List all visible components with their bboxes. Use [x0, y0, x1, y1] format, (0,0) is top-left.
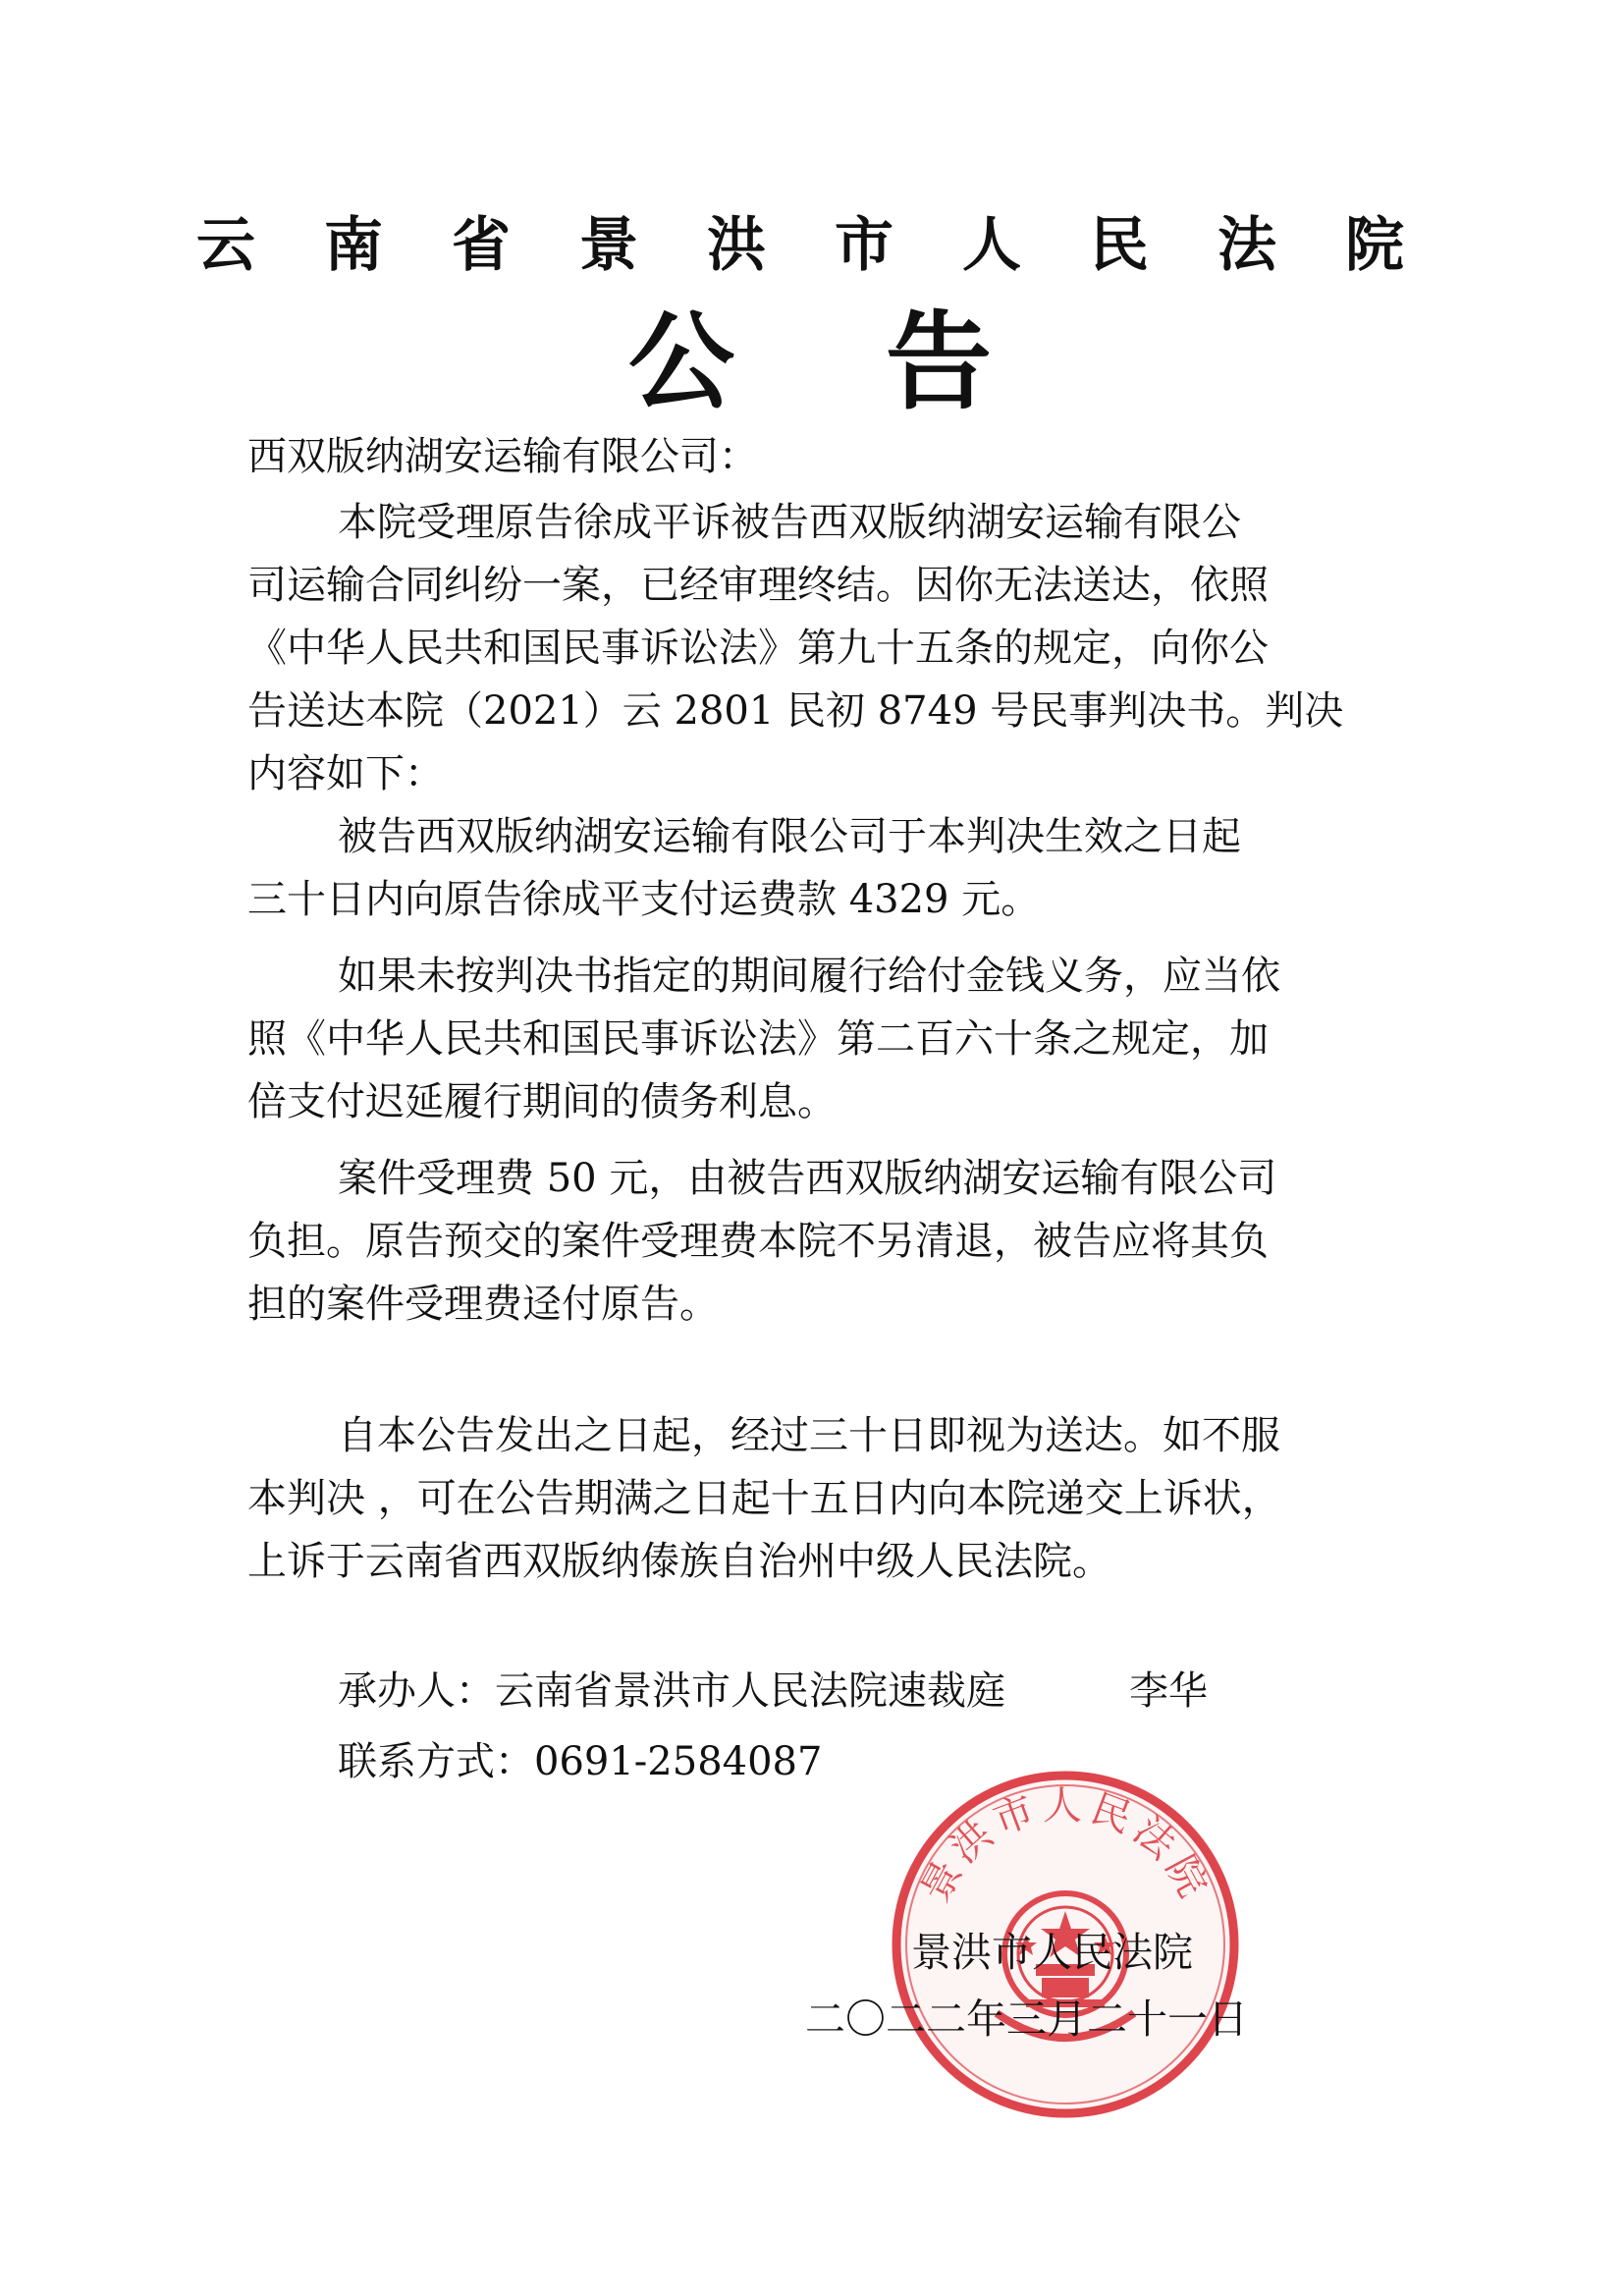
document-title-char: 告: [885, 301, 992, 424]
handler-name: 李华: [1129, 1668, 1208, 1714]
body-line: [247, 683, 1379, 738]
body-line-text: 司运输合同纠纷一案，已经审理终结。因你无法送达，依照: [247, 563, 1269, 608]
court-title-char: 民: [1090, 211, 1149, 280]
court-title-char: 南: [324, 211, 383, 280]
body-line: 内容如下：: [247, 751, 444, 796]
court-title-char: 洪: [707, 211, 766, 280]
body-line: 三十日内向原告徐成平支付运费款 4329 元。: [247, 877, 1041, 922]
body-line: [338, 949, 1379, 1004]
body-line-text: 负担。原告预交的案件受理费本院不另清退，被告应将其负: [247, 1219, 1269, 1264]
body-line-text: 本判决 ，可在公告期满之日起十五日内向本院递交上诉状，: [247, 1476, 1281, 1521]
body-line: 倍支付迟延履行期间的债务利息。: [247, 1079, 837, 1124]
addressee: 西双版纳湖安运输有限公司：: [247, 434, 758, 479]
court-title-char: 云: [196, 211, 255, 280]
body-line: [247, 621, 1379, 676]
court-title-char: 市: [835, 211, 893, 280]
body-line-text: 自本公告发出之日起，经过三十日即视为送达。如不服: [338, 1413, 1280, 1458]
body-line-text: 案件受理费 50 元，由被告西双版纳湖安运输有限公司: [338, 1156, 1277, 1201]
body-line: [247, 1214, 1379, 1269]
court-title-char: 法: [1217, 211, 1276, 280]
body-line: 上诉于云南省西双版纳傣族自治州中级人民法院。: [247, 1539, 1111, 1584]
body-line-text: 《中华人民共和国民事诉讼法》第九十五条的规定，向你公: [247, 626, 1269, 671]
body-line: [247, 1471, 1379, 1526]
contact-phone: 联系方式：0691-2584087: [338, 1739, 823, 1784]
signature-date: 二〇二二年三月二十一日: [805, 1995, 1248, 2043]
body-line: [338, 495, 1379, 550]
body-line: [247, 1011, 1379, 1066]
body-line: [338, 1151, 1379, 1206]
seal-text: 景洪市人民法院: [912, 1783, 1218, 1910]
court-title-char: 景: [579, 211, 638, 280]
signature-court: 景洪市人民法院: [911, 1929, 1193, 1976]
handler-line: 承办人：云南省景洪市人民法院速裁庭: [338, 1668, 1005, 1714]
court-title-char: 院: [1345, 211, 1404, 280]
body-line-text: 告送达本院（2021）云 2801 民初 8749 号民事判决书。判决: [247, 688, 1344, 734]
body-line-text: 如果未按判决书指定的期间履行给付金钱义务，应当依: [338, 954, 1280, 999]
court-title: [196, 206, 1404, 285]
body-line-text: 被告西双版纳湖安运输有限公司于本判决生效之日起: [338, 814, 1241, 859]
document-title-char: 公: [628, 301, 735, 424]
body-line: 担的案件受理费迳付原告。: [247, 1282, 719, 1327]
body-line-text: 本院受理原告徐成平诉被告西双版纳湖安运输有限公: [338, 500, 1241, 545]
body-line: [338, 1408, 1379, 1463]
body-line-text: 照《中华人民共和国民事诉讼法》第二百六十条之规定，加: [247, 1016, 1269, 1062]
court-title-char: 省: [452, 211, 511, 280]
body-line: [247, 558, 1379, 613]
document-title: [628, 301, 992, 424]
body-line: [338, 809, 1379, 864]
court-title-char: 人: [962, 211, 1021, 280]
